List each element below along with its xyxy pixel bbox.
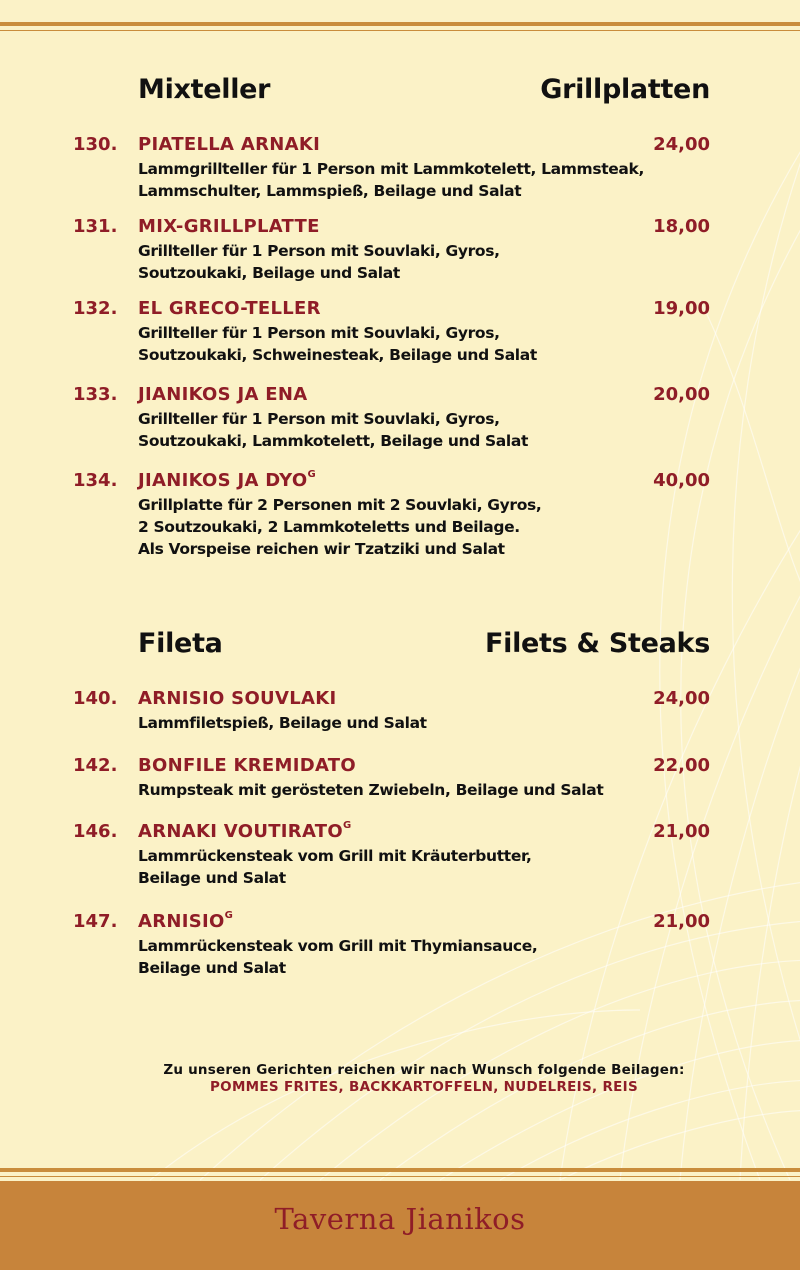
- item-description: Rumpsteak mit gerösteten Zwiebeln, Beilage und Salat: [138, 781, 604, 799]
- item-description: Lammgrillteller für 1 Person mit Lammkotelett, Lammsteak, Lammschulter, Lammspieß, Beilage und Salat: [138, 160, 645, 200]
- menu-item: [73, 134, 713, 202]
- menu-item: [73, 384, 713, 452]
- item-number: 147.: [73, 911, 118, 932]
- section-header-mixteller: [138, 74, 710, 105]
- item-number: 131.: [73, 216, 118, 237]
- item-number: 132.: [73, 298, 118, 319]
- item-price: 20,00: [653, 384, 710, 405]
- footer-band: [0, 1181, 800, 1270]
- item-description: Lammrückensteak vom Grill mit Kräuterbutter, Beilage und Salat: [138, 847, 532, 887]
- item-number: 133.: [73, 384, 118, 405]
- item-name: MIX-GRILLPLATTE: [138, 216, 320, 237]
- menu-item: [73, 911, 713, 979]
- item-name: $ARNISIO^G$: [138, 910, 234, 932]
- section-title-left: Fileta: [138, 628, 223, 659]
- item-description: Lammfiletspieß, Beilage und Salat: [138, 714, 427, 732]
- item-name: BONFILE KREMIDATO: [138, 755, 356, 776]
- top-border-thin-line: [0, 30, 800, 31]
- item-price: 18,00: [653, 216, 710, 237]
- item-name: ARNISIO SOUVLAKI: [138, 688, 337, 709]
- item-price: 21,00: [653, 911, 710, 932]
- menu-item: [73, 470, 713, 560]
- item-price: 24,00: [653, 688, 710, 709]
- menu-item: [73, 821, 713, 889]
- item-price: 40,00: [653, 470, 710, 491]
- section-header-fileta: [138, 628, 710, 659]
- footnote-marker: G: [307, 469, 316, 480]
- item-name: JIANIKOS JA $DYO^G$: [138, 469, 316, 491]
- footnote-marker: G: [342, 820, 352, 831]
- section-title-right: Grillplatten: [540, 74, 710, 105]
- menu-item: [73, 688, 713, 734]
- top-border-line: [0, 22, 800, 26]
- item-price: 21,00: [653, 821, 710, 842]
- footer-border-line: [0, 1168, 800, 1172]
- menu-item: [73, 298, 713, 366]
- item-price: 19,00: [653, 298, 710, 319]
- item-price: 22,00: [653, 755, 710, 776]
- item-number: 134.: [73, 470, 118, 491]
- side-dishes-intro: Zu unseren Gerichten reichen wir nach Wunsch folgende Beilagen:: [163, 1062, 685, 1078]
- item-number: 142.: [73, 755, 118, 776]
- section-title-right: Filets & Steaks: [484, 628, 710, 659]
- item-number: 146.: [73, 821, 118, 842]
- footer-border-thin-line: [0, 1176, 800, 1177]
- side-dishes-note: [0, 1062, 800, 1095]
- restaurant-name: Taverna Jianikos: [274, 1202, 526, 1236]
- item-name: PIATELLA ARNAKI: [138, 134, 321, 155]
- item-name: EL GRECO-TELLER: [138, 298, 321, 319]
- item-description: Grillplatte für 2 Personen mit 2 Souvlaki, Gyros, 2 Soutzoukaki, 2 Lammkoteletts und Beilage. Als Vorspeise reichen wir Tzatziki und Salat: [138, 496, 542, 558]
- item-name: ARNAKI $VOUTIRATO^G$: [138, 820, 352, 842]
- menu-item: [73, 755, 713, 801]
- menu-item: [73, 216, 713, 284]
- item-number: 140.: [73, 688, 118, 709]
- side-dishes-list: POMMES FRITES, BACKKARTOFFELN, NUDELREIS, REIS: [209, 1079, 639, 1095]
- item-description: Grillteller für 1 Person mit Souvlaki, Gyros, Soutzoukaki, Schweinesteak, Beilage und Salat: [138, 324, 537, 364]
- item-number: 130.: [73, 134, 118, 155]
- item-description: Grillteller für 1 Person mit Souvlaki, Gyros, Soutzoukaki, Beilage und Salat: [138, 242, 500, 282]
- item-description: Lammrückensteak vom Grill mit Thymiansauce, Beilage und Salat: [138, 937, 538, 977]
- item-description: Grillteller für 1 Person mit Souvlaki, Gyros, Soutzoukaki, Lammkotelett, Beilage und Salat: [138, 410, 529, 450]
- footnote-marker: G: [224, 910, 234, 921]
- item-price: 24,00: [653, 134, 710, 155]
- section-title-left: Mixteller: [138, 74, 271, 105]
- item-name: JIANIKOS JA ENA: [138, 384, 308, 405]
